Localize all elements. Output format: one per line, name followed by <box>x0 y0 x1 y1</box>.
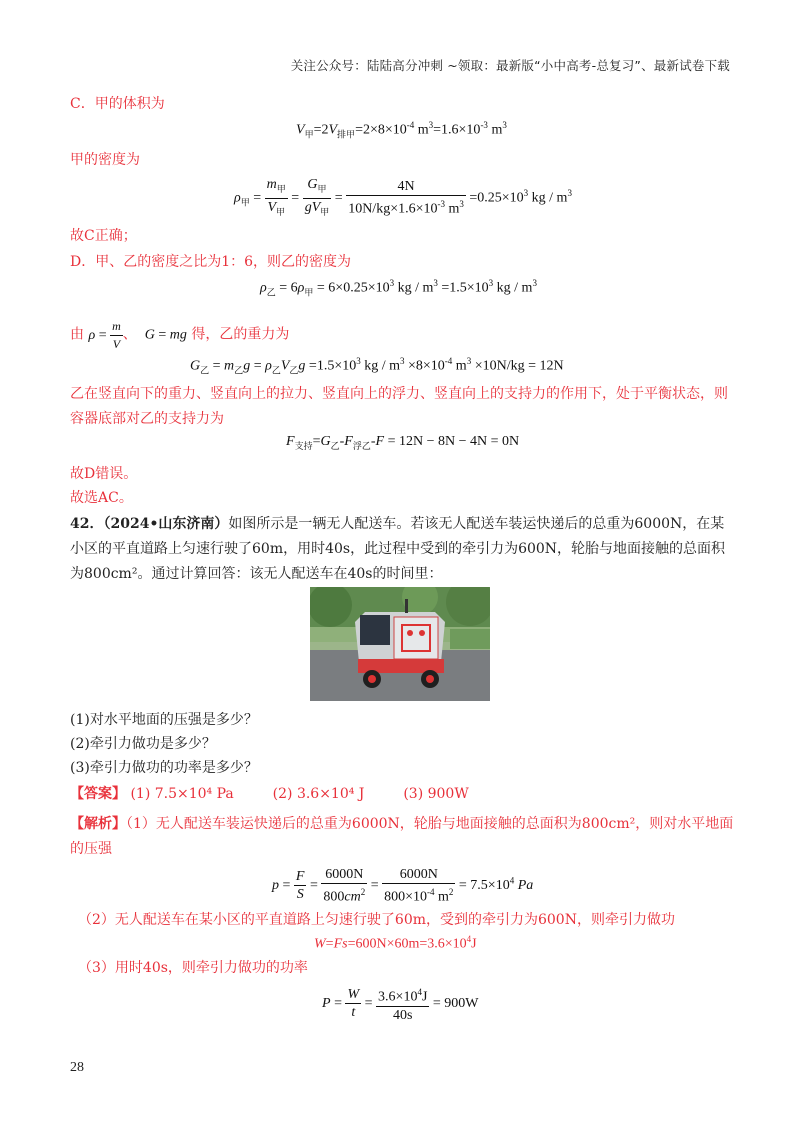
page-number: 28 <box>70 1060 84 1075</box>
formula-support-force: $F_{支持}=G_乙-F_{浮乙}-F = 12N - 8N - 4N = 0N$ <box>286 434 520 451</box>
analysis-part1 <box>70 812 735 862</box>
formula-weight-yi: $G_乙 = m_乙g = \rho_乙V_乙g =1.5\times 10^3$ kg / $m^3 \times 8\times 10^{-4}$ $m^3 \times 10N/kg = 12N$ <box>190 356 564 376</box>
section-d-line4: 故选AC。 <box>70 490 133 506</box>
answer-line <box>70 784 469 804</box>
formula-work: $W=Fs=600N\times 60m=3.6\times 10^4J$ <box>314 934 477 952</box>
sub-question-2: (2)牵引力做功是多少？ <box>70 736 216 752</box>
sub-question-1: (1)对水平地面的压强是多少？ <box>70 712 258 728</box>
formula-density-jia: $\rho_甲$ = $\frac{m_甲}{V_甲}$ = $\frac{G_甲}{gV_甲}$ = $\frac{4N}{10N/kg\times 1.6\times 10^{-3} m^3}$ $=0.25\times 10^3$ kg / $m^3$ <box>234 177 572 218</box>
section-d-line3: 故D错误。 <box>70 466 138 482</box>
question-text: 如图所示是一辆无人配送车。若该无人配送车装运快递后的总重为6000N，在某小区的平直道路上匀速行驶了60m，用时40s，此过程中受到的牵引力为600N，轮胎与地面接触的总面积为800cm²。通过计算回答：该无人配送车在40s的时间里： <box>70 516 726 582</box>
question-number: 42．（2024•山东济南） <box>70 516 229 532</box>
question-42 <box>70 512 735 587</box>
formula-volume-jia: $V_甲=2V_{排甲}=2\times 8\times 10^{-4}$ $m^3=1.6\times 10^{-3}$ $m^3$ <box>296 120 507 140</box>
analysis-p3: （3）用时40s，则牵引力做功的功率 <box>78 960 308 976</box>
section-d-line2 <box>70 318 289 353</box>
formula-rho-def: ρ = $\frac{m}{V}$ <box>88 319 121 351</box>
formula-g-def: G = mg <box>144 327 187 343</box>
separator-text: 、 <box>122 326 137 343</box>
section-c-line3: 故C正确； <box>70 228 137 244</box>
answer-2: (2) 3.6×10⁴ J <box>272 786 365 802</box>
formula-pressure: p = $\frac{F}{S}$ = $\frac{6000N}{800cm^2}$ = $\frac{6000N}{800\times 10^{-4} m^2}$ = $7.5\times 10^4$ Pa <box>272 867 534 905</box>
answer-1: (1) 7.5×10⁴ Pa <box>130 786 234 802</box>
sub-question-3: (3)牵引力做功的功率是多少？ <box>70 760 258 776</box>
section-c-line2: 甲的密度为 <box>70 152 140 168</box>
page-header: 关注公众号：陆陆高分冲刺 ~领取：最新版“小中高考-总复习”、最新试卷下载 <box>290 58 730 73</box>
analysis-label: 【解析】 <box>70 816 126 832</box>
answer-3: (3) 900W <box>403 786 469 802</box>
formula-power: P = $\frac{W}{t}$ = $\frac{3.6\times 10^4J}{40s}$ = 900W <box>322 984 479 1024</box>
section-d-paragraph: 乙在竖直向下的重力、竖直向上的拉力、竖直向上的浮力、竖直向上的支持力的作用下，处于平衡状态，则容器底部对乙的支持力为 <box>70 386 728 427</box>
you-text: 由 <box>70 326 84 343</box>
delivery-vehicle-photo <box>310 587 490 701</box>
analysis-p1: （1）无人配送车装运快递后的总重为6000N，轮胎与地面接触的总面积为800cm²，则对水平地面的压强 <box>70 816 734 857</box>
section-d-line1: D．甲、乙的密度之比为1：6，则乙的密度为 <box>70 254 352 270</box>
section-c-line1: C．甲的体积为 <box>70 96 165 112</box>
formula-density-yi: $\rho_乙 = 6\rho_甲 = 6\times 0.25\times 10^3$ kg / $m^3 =1.5\times 10^3$ kg / $m^3$ <box>260 278 537 298</box>
de-text: 得，乙的重力为 <box>191 326 290 343</box>
analysis-p2: （2）无人配送车在某小区的平直道路上匀速行驶了60m，受到的牵引力为600N，则牵引力做功 <box>78 912 675 928</box>
answer-label: 【答案】 <box>70 786 126 802</box>
